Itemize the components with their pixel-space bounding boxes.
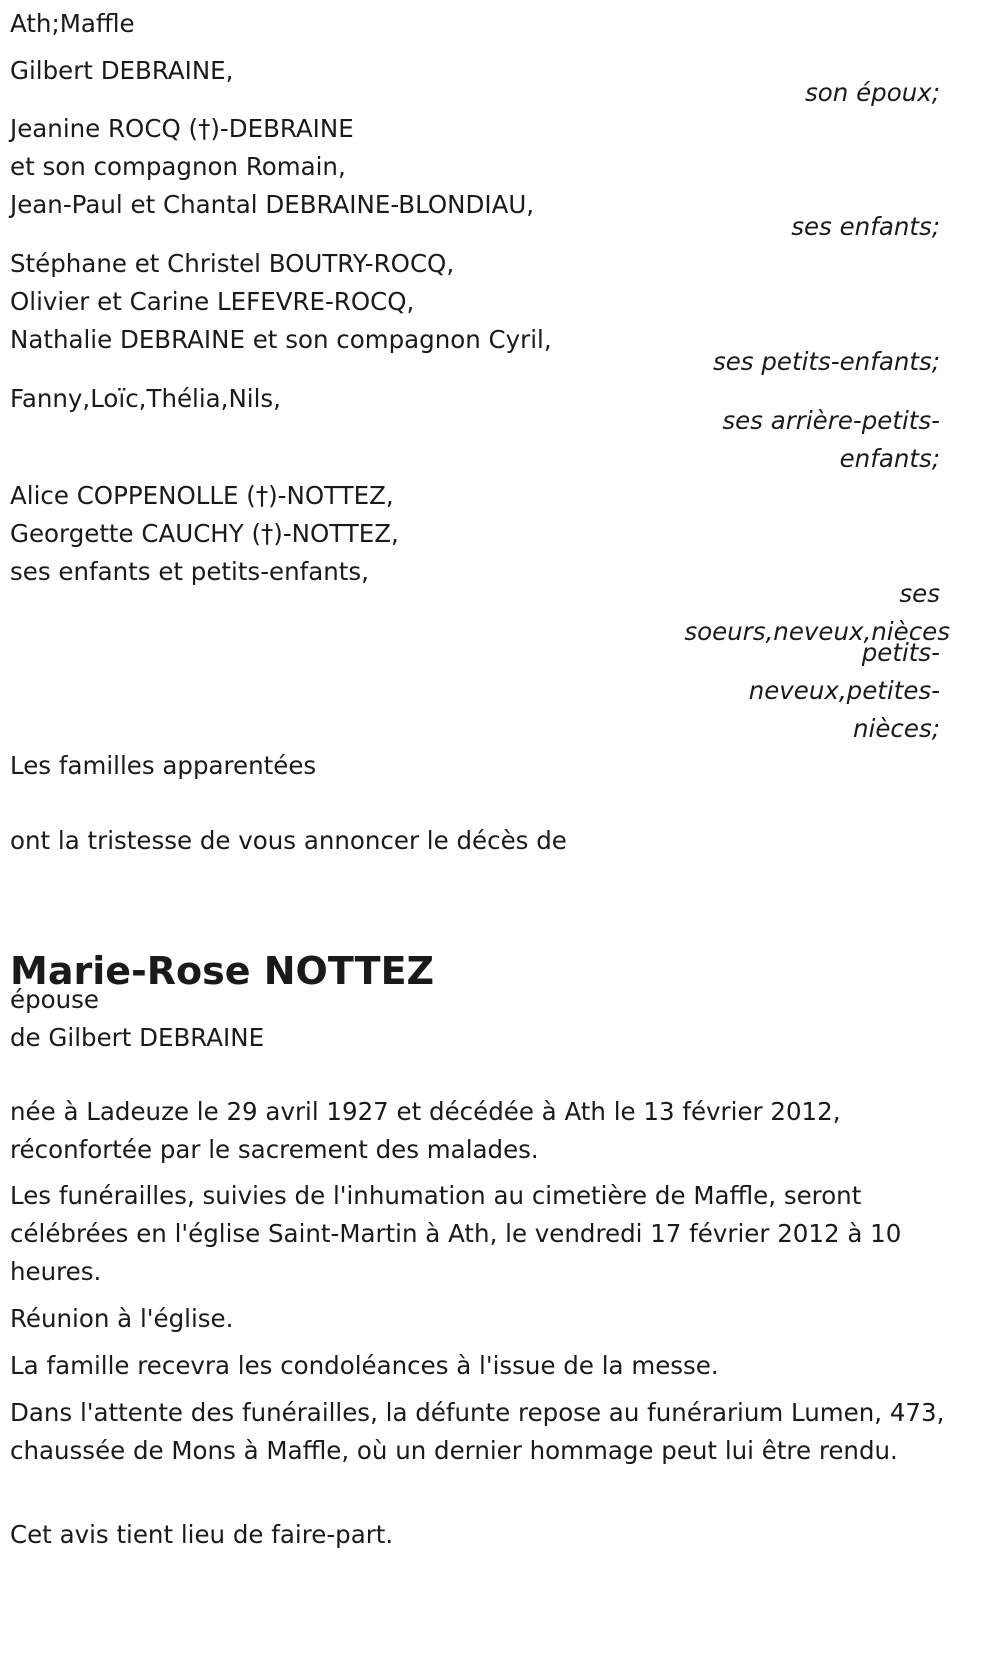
great-grandchildren-names: Fanny,Loïc,Thélia,Nils, <box>10 384 281 413</box>
child-line: et son compagnon Romain, <box>10 152 346 181</box>
deceased-name: Marie-Rose NOTTEZ <box>10 949 435 993</box>
great-grandchildren-role-line: enfants; <box>839 444 940 473</box>
location-header: Ath;Maffle <box>10 9 135 38</box>
repose-paragraph: Dans l'attente des funérailles, la défunte repose au funérarium Lumen, 473, chaussée de Mons à Maffle, où un dernier hommage peut lui être rendu. <box>10 1398 945 1465</box>
great-grandchildren-role-line: ses arrière-petits- <box>722 406 940 435</box>
sibling-line: ses enfants et petits-enfants, <box>10 557 369 586</box>
sibling-line: Georgette CAUCHY (†)-NOTTEZ, <box>10 519 399 548</box>
siblings-role-line: neveux,petites- <box>748 676 940 705</box>
sibling-line: Alice COPPENOLLE (†)-NOTTEZ, <box>10 481 394 510</box>
child-line: Jean-Paul et Chantal DEBRAINE-BLONDIAU, <box>10 190 535 219</box>
funeral-paragraph: Les funérailles, suivies de l'inhumation au cimetière de Maffle, seront célébrées en l'église Saint-Martin à Ath, le vendredi 17 février 2012 à 10 heures. <box>10 1181 902 1286</box>
siblings-role-line: soeurs,neveux,nièces <box>684 617 950 646</box>
spouse-name: Gilbert DEBRAINE, <box>10 56 234 85</box>
siblings-role-line: nièces; <box>853 714 940 743</box>
children-role: ses enfants; <box>791 212 940 241</box>
siblings-role-line: petits- <box>861 638 940 667</box>
child-line: Jeanine ROCQ (†)-DEBRAINE <box>10 114 354 143</box>
siblings-role-line: ses <box>899 579 940 608</box>
grandchild-line: Stéphane et Christel BOUTRY-ROCQ, <box>10 249 455 278</box>
spouse-line: épouse <box>10 985 99 1014</box>
grandchild-line: Nathalie DEBRAINE et son compagnon Cyril, <box>10 325 552 354</box>
grandchild-line: Olivier et Carine LEFEVRE-ROCQ, <box>10 287 415 316</box>
spouse-line: de Gilbert DEBRAINE <box>10 1023 265 1052</box>
related-families: Les familles apparentées <box>10 751 317 780</box>
birth-death-paragraph: née à Ladeuze le 29 avril 1927 et décédée à Ath le 13 février 2012, réconfortée par le sacrement des malades. <box>10 1097 841 1164</box>
notice-paragraph: Cet avis tient lieu de faire-part. <box>10 1520 394 1549</box>
condolences-paragraph: La famille recevra les condoléances à l'issue de la messe. <box>10 1351 719 1380</box>
announcement-intro: ont la tristesse de vous annoncer le décès de <box>10 826 567 855</box>
spouse-role: son époux; <box>805 78 940 107</box>
meeting-paragraph: Réunion à l'église. <box>10 1304 234 1333</box>
grandchildren-role: ses petits-enfants; <box>712 347 940 376</box>
